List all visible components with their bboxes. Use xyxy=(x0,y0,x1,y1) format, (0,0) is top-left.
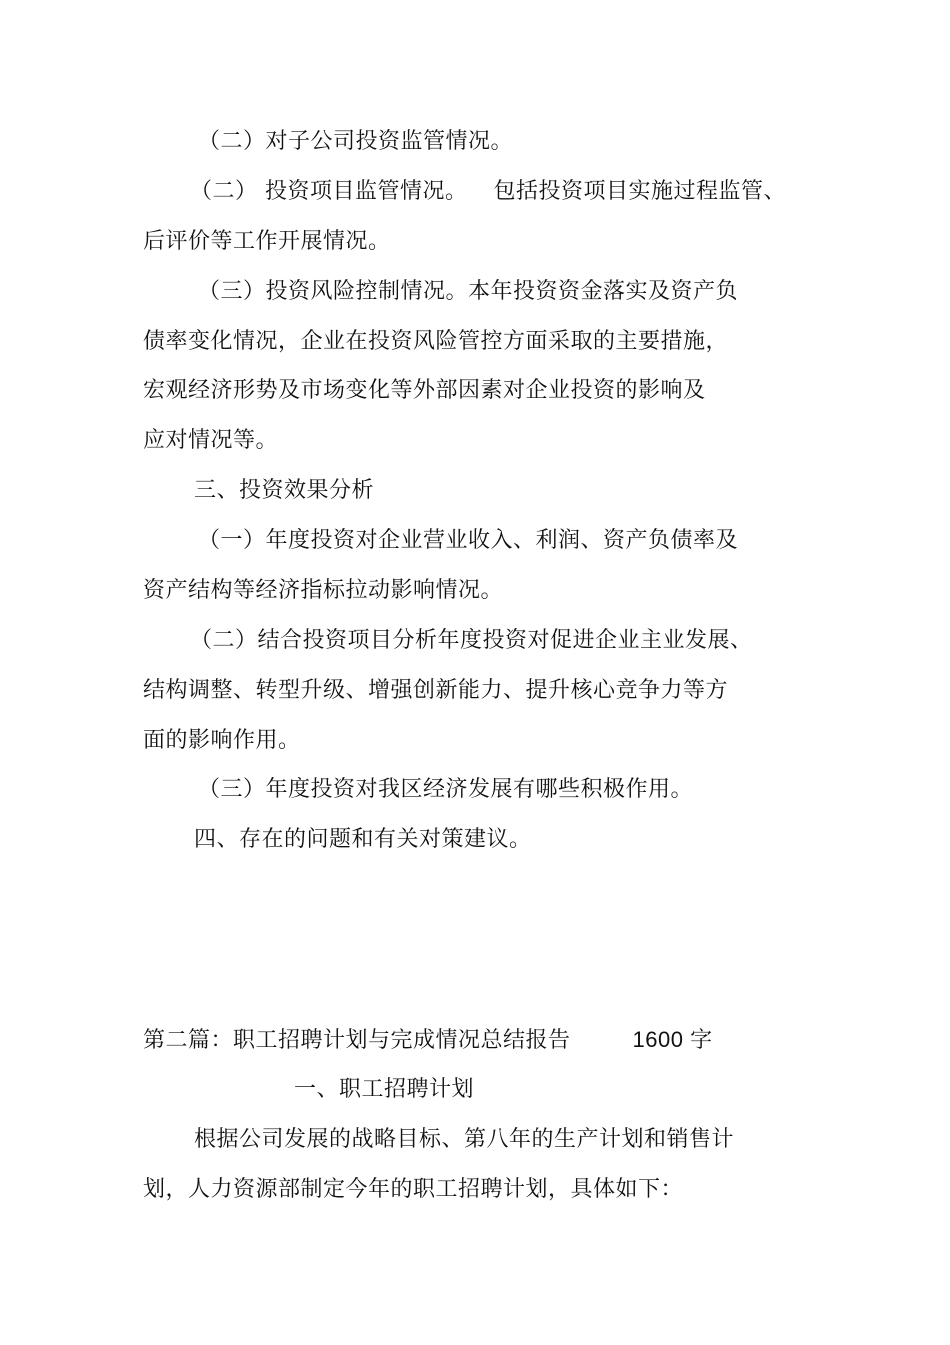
word-count: 1600 字 xyxy=(632,1027,713,1052)
text-line-11: （二）结合投资项目分析年度投资对促进企业主业发展、 xyxy=(190,628,753,653)
section2-heading: 一、职工招聘计划 xyxy=(294,1077,475,1102)
section2-title-line xyxy=(143,1025,713,1056)
text-line-7: 应对情况等。 xyxy=(143,428,279,453)
section2-para-line-1: 根据公司发展的战略目标、第八年的生产计划和销售计 xyxy=(194,1127,735,1152)
section-heading-3: 三、投资效果分析 xyxy=(194,478,375,503)
text-line-10: 资产结构等经济指标拉动影响情况。 xyxy=(143,578,504,603)
text-line-12: 结构调整、转型升级、增强创新能力、提升核心竞争力等方 xyxy=(143,678,729,703)
text-line-13: 面的影响作用。 xyxy=(143,728,301,753)
section2-title: 第二篇：职工招聘计划与完成情况总结报告 xyxy=(143,1028,571,1053)
text-line-3: 后评价等工作开展情况。 xyxy=(143,229,391,254)
text-line-14: （三）年度投资对我区经济发展有哪些积极作用。 xyxy=(198,777,694,802)
text-line-1: （二）对子公司投资监管情况。 xyxy=(198,129,514,154)
text-line-6: 宏观经济形势及市场变化等外部因素对企业投资的影响及 xyxy=(143,378,706,403)
section-heading-4: 四、存在的问题和有关对策建议。 xyxy=(194,827,532,852)
text-line-2b: 包括投资项目实施过程监管、 xyxy=(493,179,787,204)
text-line-2a: （二） 投资项目监管情况。 xyxy=(190,179,468,204)
text-line-4: （三）投资风险控制情况。本年投资资金落实及资产负 xyxy=(198,279,739,304)
text-line-9: （一）年度投资对企业营业收入、利润、资产负债率及 xyxy=(198,528,739,553)
section2-para-line-2: 划，人力资源部制定今年的职工招聘计划，具体如下： xyxy=(143,1177,684,1202)
text-line-5: 债率变化情况，企业在投资风险管控方面采取的主要措施， xyxy=(143,329,729,354)
text-line-2 xyxy=(190,177,786,207)
